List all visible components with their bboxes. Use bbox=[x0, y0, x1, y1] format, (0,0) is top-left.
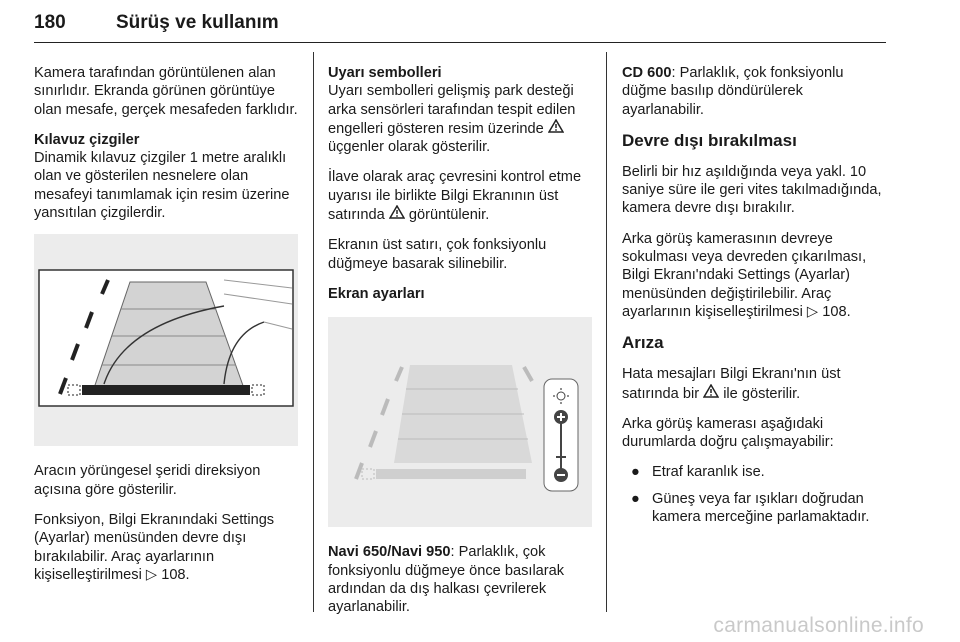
guides-heading: Kılavuz çizgiler bbox=[34, 131, 140, 148]
fault-text-end: ile gösterilir. bbox=[723, 385, 801, 402]
fault-conditions-list bbox=[622, 463, 888, 526]
warning-symbols-paragraph bbox=[328, 82, 590, 156]
warning-text-end: üçgenler olarak gösterilir. bbox=[328, 139, 491, 156]
delete-paragraph: Ekranın üst satırı, çok fonksiyonlu düğmeye basarak silinebilir. bbox=[328, 237, 547, 272]
column-2 bbox=[328, 64, 590, 628]
fault-text-start: Hata mesajları Bilgi Ekranı'nın üst satırında bir bbox=[622, 366, 841, 402]
cd600-text: : Parlaklık, çok fonksiyonlu düğme basılıp döndürülerek ayarlanabilir. bbox=[622, 65, 844, 118]
page-reference: 108. bbox=[161, 566, 190, 583]
navi-text: : Parlaklık, çok fonksiyonlu düğmeye önce basılarak ardından da dış halkası çevrilerek ayarlanabilir. bbox=[328, 544, 565, 616]
deactivation-paragraph: Belirli bir hız aşıldığında veya yakl. 10 saniye süre ile geri vites takılmadığında, kamera devre dışı bırakılır. bbox=[622, 163, 882, 217]
list-item bbox=[622, 463, 888, 481]
environment-check-paragraph bbox=[328, 168, 590, 224]
column-3 bbox=[622, 64, 888, 534]
column-1 bbox=[34, 64, 300, 596]
reference-arrow-icon: ▷ bbox=[806, 303, 819, 320]
deactivation-heading: Devre dışı bırakılması bbox=[622, 130, 797, 150]
navi-paragraph bbox=[328, 543, 590, 616]
column-divider bbox=[606, 52, 607, 612]
column-divider bbox=[313, 52, 314, 612]
settings-text: Fonksiyon, Bilgi Ekranındaki Settings (Ayarlar) menüsünden devre dışı bırakılabilir. Araç ayarlarının kişiselleştirilmesi bbox=[34, 511, 275, 583]
reference-arrow-icon: ▷ bbox=[145, 566, 158, 583]
guides-paragraph: Dinamik kılavuz çizgiler 1 metre aralıklı olan ve gösterilen nesnelere olan mesafeyi tanımlamak için resim üzerine yansıtılan çizgilerdir. bbox=[34, 150, 290, 222]
cd600-label: CD 600 bbox=[622, 65, 672, 81]
trajectory-paragraph: Aracın yörüngesel şeridi direksiyon açısına göre gösterilir. bbox=[34, 463, 261, 498]
fault-paragraph bbox=[622, 365, 888, 403]
warning-triangle-icon bbox=[389, 205, 405, 219]
warning-triangle-icon bbox=[703, 384, 719, 398]
warning-symbols-heading: Uyarı sembolleri bbox=[328, 65, 442, 81]
screen-settings-illustration bbox=[328, 317, 592, 527]
list-item-text: Güneş veya far ışıkları doğrudan kamera merceğine parlamaktadır. bbox=[652, 490, 870, 526]
warning-triangle-icon bbox=[548, 119, 564, 133]
screen-settings-heading: Ekran ayarları bbox=[328, 285, 425, 302]
page-header bbox=[34, 8, 886, 43]
environment-text-end: görüntülenir. bbox=[408, 207, 490, 224]
watermark: carmanualsonline.info bbox=[713, 614, 924, 637]
warning-text-start: Uyarı sembolleri gelişmiş park desteği arka sensörleri tarafından tespit edilen engelleri gösteren resim üzerinde bbox=[328, 83, 576, 137]
page-reference: 108. bbox=[822, 303, 851, 320]
deactivation-settings-text: Arka görüş kamerasının devreye sokulması veya devreden çıkarılması, Bilgi Ekranı'ndaki Settings (Ayarlar) menüsünden değiştirilebilir. Araç ayarlarının kişiselleştirilmesi bbox=[622, 230, 867, 320]
bullet-icon: ● bbox=[631, 490, 640, 507]
fault-heading: Arıza bbox=[622, 333, 664, 353]
bullet-icon: ● bbox=[631, 464, 640, 481]
intro-paragraph: Kamera tarafından görüntülenen alan sınırlıdır. Ekranda görünen görüntüye olan mesafe, gerçek mesafeden farklıdır. bbox=[34, 65, 298, 118]
deactivation-settings-paragraph bbox=[622, 230, 888, 321]
cd600-paragraph bbox=[622, 64, 888, 119]
settings-paragraph bbox=[34, 511, 300, 584]
list-item-text: Etraf karanlık ise. bbox=[652, 464, 765, 481]
navi-label: Navi 650/Navi 950 bbox=[328, 544, 451, 561]
list-item bbox=[622, 490, 888, 527]
environment-text-start: İlave olarak araç çevresini kontrol etme uyarısı ile birlikte Bilgi Ekranının üst satırında bbox=[328, 169, 582, 224]
page-number: 180 bbox=[34, 12, 66, 33]
fault-conditions-paragraph: Arka görüş kamerası aşağıdaki durumlarda doğru çalışmayabilir: bbox=[622, 415, 834, 451]
guide-lines-illustration bbox=[34, 234, 298, 446]
page-title: Sürüş ve kullanım bbox=[116, 12, 279, 33]
